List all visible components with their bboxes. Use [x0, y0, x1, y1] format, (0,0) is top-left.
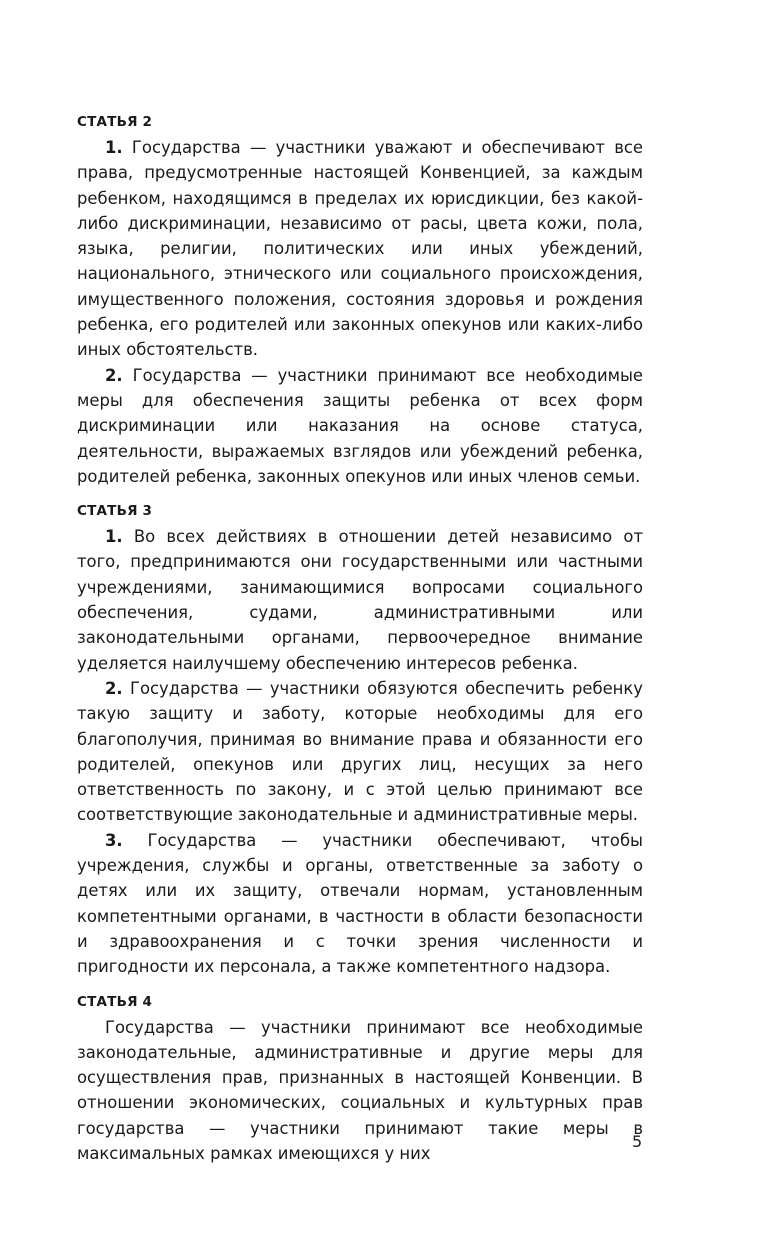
paragraph [77, 135, 643, 363]
article-heading: СТАТЬЯ 4 [77, 993, 153, 1010]
paragraph-text: Государства — участники принимают все необходимые меры для обеспечения защиты ребенка от всех форм дискриминации или наказания на основе статуса, деятельности, выражаемых взглядов или убеждений ребенка, родителей ребенка, законных опекунов или иных членов семьи. [77, 365, 643, 486]
paragraph [77, 676, 643, 828]
paragraph [77, 1015, 643, 1167]
paragraph-text: Государства — участники обязуются обеспечить ребенку такую защиту и заботу, которые необходимы для его благополучия, принимая во внимание права и обязанности его родителей, опекунов или других лиц, несущих за него ответственность по закону, и с этой целью принимают все соответствующие законодательные и административные меры. [77, 678, 643, 825]
article-3 [77, 502, 643, 979]
paragraph-number: 1. [105, 138, 123, 157]
paragraph-number: 1. [105, 527, 123, 547]
paragraph-number: 3. [105, 830, 123, 850]
paragraph-number: 2. [105, 365, 123, 385]
paragraph [77, 524, 643, 676]
article-heading: СТАТЬЯ 2 [77, 114, 153, 130]
paragraph-text: Государства — участники уважают и обеспечивают все права, предусмотренные настоящей Конвенцией, за каждым ребенком, находящимся в пределах их юрисдикции, без какой-либо дискриминации, независимо от расы, цвета кожи, пола, языка, религии, политических или иных убеждений, национального, этнического или социального происхождения, имущественного положения, состояния здоровья и рождения ребенка, его родителей или законных опекунов или каких-либо иных обстоятельств. [77, 138, 643, 360]
paragraph-number: 2. [105, 678, 123, 698]
paragraph [77, 363, 643, 489]
page-content [77, 113, 643, 1166]
paragraph-text: Государства — участники обеспечивают, чтобы учреждения, службы и органы, ответственные за заботу о детях или их защиту, отвечали нормам, установленным компетентными органами, в частности в области безопасности и здравоохранения и с точки зрения численности и пригодности их персонала, а также компетентного надзора. [77, 830, 643, 977]
article-4 [77, 993, 643, 1167]
paragraph [77, 828, 643, 980]
page-number: 5 [632, 1132, 643, 1151]
paragraph-text: Во всех действиях в отношении детей независимо от того, предпринимаются они государственными или частными учреждениями, занимающимися вопросами социального обеспечения, судами, административными или законодательными органами, первоочередное внимание уделяется наилучшему обеспечению интересов ребенка. [77, 527, 643, 673]
article-2 [77, 113, 643, 489]
paragraph-text: Государства — участники принимают все необходимые законодательные, административные и другие меры для осуществления прав, признанных в настоящей Конвенции. В отношении экономических, социальных и культурных прав государства — участники принимают такие меры в максимальных рамках имеющихся у них [77, 1017, 643, 1163]
article-heading: СТАТЬЯ 3 [77, 503, 153, 520]
